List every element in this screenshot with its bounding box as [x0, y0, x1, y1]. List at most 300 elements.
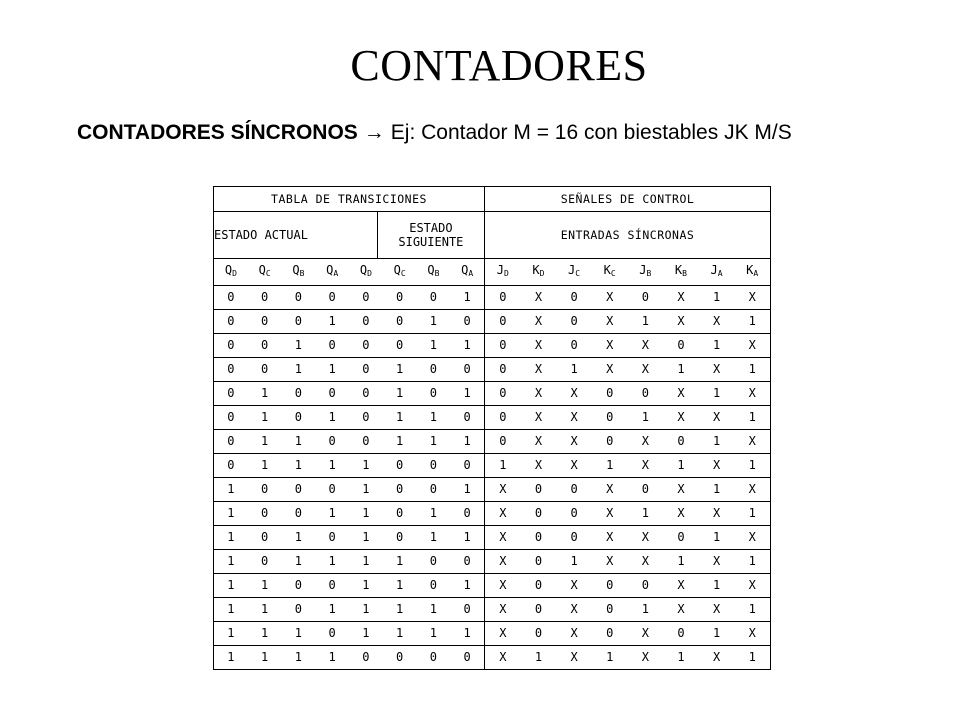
table-cell: 0 [463, 362, 471, 376]
state-cells [214, 574, 485, 598]
table-cell: X [499, 530, 507, 544]
table-cell: 0 [261, 482, 269, 496]
table-cell: X [677, 410, 685, 424]
table-cell: X [641, 362, 649, 376]
table-cell: X [570, 626, 578, 640]
table-cell: 0 [429, 386, 437, 400]
table-cell: X [677, 578, 685, 592]
table-header-row [214, 187, 771, 212]
table-cell: 1 [429, 434, 437, 448]
column-label: $K_C$ [603, 263, 616, 278]
column-label: $Q_C$ [258, 263, 271, 278]
table-cell: 1 [362, 578, 370, 592]
table-cell: 0 [570, 530, 578, 544]
table-cell: 1 [429, 506, 437, 520]
table-cell: 1 [396, 554, 404, 568]
table-cell: 1 [463, 578, 471, 592]
table-row [214, 334, 771, 358]
table-cell: 1 [294, 434, 302, 448]
table-cell: 1 [606, 458, 614, 472]
table-cell: 1 [261, 458, 269, 472]
table-row [214, 382, 771, 406]
table-cell: 1 [712, 626, 721, 640]
table-cell: 0 [534, 554, 543, 568]
column-labels-right [485, 259, 771, 286]
table-row [214, 598, 771, 622]
table-cell: X [641, 338, 649, 352]
table-cell: 0 [499, 338, 507, 352]
table-cell: 1 [227, 554, 235, 568]
table-cell: 1 [328, 362, 336, 376]
table-cell: X [641, 650, 649, 664]
table-cell: 1 [748, 410, 756, 424]
column-label: $Q_B$ [292, 263, 305, 278]
table-cell: 0 [396, 530, 404, 544]
table-cell: 1 [227, 506, 235, 520]
column-label: $Q_D$ [224, 263, 237, 278]
subtitle-bold: CONTADORES SÍNCRONOS [77, 121, 358, 144]
table-cell: 1 [261, 386, 269, 400]
table-cell: X [606, 530, 614, 544]
state-cells [214, 526, 485, 550]
table-cell: X [499, 650, 507, 664]
table-subheader-row [214, 212, 771, 259]
table-cell: 0 [328, 530, 336, 544]
table-cell: 1 [463, 434, 471, 448]
table-cell: 0 [227, 338, 235, 352]
table-cell: 0 [429, 482, 437, 496]
table-cell: 0 [463, 458, 471, 472]
table-cell: X [712, 362, 721, 376]
table-cell: X [677, 602, 685, 616]
table-cell: 1 [227, 482, 235, 496]
column-label: $J_D$ [496, 263, 509, 278]
transition-table-container [213, 186, 771, 670]
table-cell: X [677, 482, 685, 496]
table-cell: 1 [463, 338, 471, 352]
arrow-icon: → [363, 121, 385, 144]
table-cell: 0 [606, 434, 614, 448]
header-entradas-sincronas: ENTRADAS SÍNCRONAS [485, 212, 771, 259]
control-cells [485, 406, 771, 430]
subtitle [77, 121, 917, 145]
table-cell: 1 [261, 578, 269, 592]
table-cell: 0 [463, 602, 471, 616]
state-cells [214, 358, 485, 382]
table-cell: 1 [712, 482, 721, 496]
table-cell: 0 [396, 482, 404, 496]
table-cell: X [534, 458, 543, 472]
table-cell: 1 [429, 314, 437, 328]
table-cell: 1 [463, 626, 471, 640]
table-cell: 0 [227, 386, 235, 400]
table-cell: 1 [396, 602, 404, 616]
control-cells [485, 358, 771, 382]
column-label: $Q_C$ [393, 263, 406, 278]
table-row [214, 526, 771, 550]
table-cell: 0 [261, 362, 269, 376]
table-cell: 1 [396, 410, 404, 424]
table-cell: 1 [429, 626, 437, 640]
table-cell: 1 [677, 650, 685, 664]
state-cells [214, 334, 485, 358]
table-cell: 0 [677, 338, 685, 352]
table-cell: 1 [396, 626, 404, 640]
table-cell: 0 [429, 578, 437, 592]
table-cell: 1 [227, 626, 235, 640]
table-cell: 0 [499, 410, 507, 424]
table-cell: 0 [328, 578, 336, 592]
table-cell: 1 [294, 650, 302, 664]
table-cell: 0 [534, 506, 543, 520]
table-cell: 1 [463, 530, 471, 544]
table-cell: X [677, 290, 685, 304]
table-row [214, 454, 771, 478]
table-cell: 1 [396, 362, 404, 376]
table-cell: 1 [429, 410, 437, 424]
table-cell: 0 [362, 290, 370, 304]
table-cell: 0 [463, 554, 471, 568]
table-cell: 0 [396, 650, 404, 664]
table-cell: 0 [570, 482, 578, 496]
table-cell: 1 [362, 554, 370, 568]
table-cell: 0 [261, 314, 269, 328]
table-cell: 1 [362, 530, 370, 544]
table-cell: 0 [328, 626, 336, 640]
table-cell: X [712, 506, 721, 520]
table-cell: X [606, 362, 614, 376]
control-cells [485, 454, 771, 478]
table-cell: 1 [328, 506, 336, 520]
table-cell: 1 [712, 530, 721, 544]
table-cell: X [534, 410, 543, 424]
table-cell: 0 [570, 290, 578, 304]
table-cell: 1 [641, 410, 649, 424]
table-cell: 0 [328, 290, 336, 304]
table-cell: 1 [429, 602, 437, 616]
table-cell: 1 [641, 506, 649, 520]
table-cell: X [677, 314, 685, 328]
table-cell: 1 [227, 578, 235, 592]
state-cells [214, 406, 485, 430]
table-cell: X [570, 458, 578, 472]
control-cells [485, 334, 771, 358]
table-cell: 0 [227, 362, 235, 376]
table-cell: 1 [748, 602, 756, 616]
table-cell: 1 [712, 434, 721, 448]
table-cell: 1 [748, 650, 756, 664]
table-cell: X [499, 554, 507, 568]
table-cell: X [570, 386, 578, 400]
subtitle-text: Ej: Contador M = 16 con biestables JK M/S [390, 121, 792, 144]
table-row [214, 550, 771, 574]
table-cell: 1 [396, 578, 404, 592]
column-label: $Q_A$ [326, 263, 339, 278]
table-cell: 1 [570, 362, 578, 376]
table-cell: 0 [570, 338, 578, 352]
page-title: CONTADORES [350, 41, 648, 90]
header-estado-siguiente-line2: SIGUIENTE [398, 235, 464, 249]
table-row [214, 574, 771, 598]
estado-header-cell [214, 212, 485, 259]
table-cell: 0 [396, 338, 404, 352]
table-cell: 1 [712, 386, 721, 400]
table-cell: 1 [362, 626, 370, 640]
table-cell: X [641, 434, 649, 448]
table-cell: X [606, 554, 614, 568]
table-row [214, 646, 771, 670]
table-cell: 1 [261, 626, 269, 640]
table-cell: 1 [641, 314, 649, 328]
table-cell: X [534, 314, 543, 328]
table-cell: X [748, 578, 756, 592]
table-cell: 0 [606, 578, 614, 592]
header-estado-siguiente [377, 212, 484, 258]
transition-table [213, 186, 771, 670]
table-cell: 1 [499, 458, 507, 472]
table-cell: X [534, 434, 543, 448]
table-row [214, 358, 771, 382]
table-cell: 0 [328, 338, 336, 352]
table-cell: 0 [294, 578, 302, 592]
table-cell: 1 [261, 650, 269, 664]
table-cell: 0 [641, 386, 649, 400]
table-cell: 0 [294, 410, 302, 424]
table-cell: X [499, 626, 507, 640]
table-cell: 0 [362, 362, 370, 376]
state-cells [214, 430, 485, 454]
table-cell: 0 [463, 314, 471, 328]
control-cells [485, 526, 771, 550]
table-cell: 0 [362, 434, 370, 448]
table-cell: 1 [534, 650, 543, 664]
table-cell: 0 [396, 458, 404, 472]
table-cell: X [606, 314, 614, 328]
table-cell: 0 [261, 506, 269, 520]
table-cell: X [499, 578, 507, 592]
state-cells [214, 550, 485, 574]
table-cell: 0 [294, 290, 302, 304]
table-cell: 0 [362, 650, 370, 664]
table-row [214, 430, 771, 454]
table-cell: X [712, 650, 721, 664]
table-cell: 0 [227, 410, 235, 424]
column-labels-left [214, 259, 485, 286]
table-cell: X [499, 482, 507, 496]
table-cell: 0 [429, 554, 437, 568]
state-cells [214, 598, 485, 622]
column-label: $Q_A$ [461, 263, 474, 278]
header-tabla-transiciones: TABLA DE TRANSICIONES [214, 187, 485, 212]
table-cell: 0 [463, 410, 471, 424]
table-cell: 0 [641, 290, 649, 304]
table-cell: X [677, 506, 685, 520]
control-cells [485, 598, 771, 622]
table-cell: 0 [429, 290, 437, 304]
table-cell: 1 [362, 506, 370, 520]
table-cell: 0 [429, 362, 437, 376]
table-cell: 0 [499, 290, 507, 304]
state-cells [214, 454, 485, 478]
table-cell: X [534, 362, 543, 376]
table-cell: 0 [227, 434, 235, 448]
table-cell: 0 [227, 458, 235, 472]
table-cell: 0 [677, 434, 685, 448]
table-row [214, 286, 771, 310]
table-cell: 0 [499, 386, 507, 400]
table-cell: 0 [261, 290, 269, 304]
table-cell: X [677, 386, 685, 400]
table-cell: 1 [362, 602, 370, 616]
control-cells [485, 622, 771, 646]
table-cell: 0 [677, 530, 685, 544]
table-cell: 0 [328, 386, 336, 400]
table-cell: 1 [294, 362, 302, 376]
table-cell: X [641, 626, 649, 640]
table-cell: X [641, 458, 649, 472]
table-cell: X [641, 530, 649, 544]
table-cell: X [570, 578, 578, 592]
table-cell: 0 [534, 578, 543, 592]
column-label: $K_D$ [532, 263, 545, 278]
control-cells [485, 646, 771, 670]
table-cell: 1 [606, 650, 614, 664]
table-cell: 1 [294, 530, 302, 544]
table-cell: 1 [328, 314, 336, 328]
table-cell: 0 [294, 602, 302, 616]
table-cell: X [606, 482, 614, 496]
table-cell: 1 [463, 482, 471, 496]
table-cell: 1 [328, 458, 336, 472]
table-cell: X [499, 602, 507, 616]
table-cell: X [534, 290, 543, 304]
table-cell: 0 [328, 434, 336, 448]
control-cells [485, 550, 771, 574]
table-cell: 1 [261, 602, 269, 616]
table-cell: 0 [362, 314, 370, 328]
table-cell: 0 [641, 482, 649, 496]
table-cell: X [712, 410, 721, 424]
column-label: $J_C$ [568, 263, 581, 278]
control-cells [485, 478, 771, 502]
table-cell: 0 [499, 362, 507, 376]
table-cell: 0 [606, 386, 614, 400]
table-cell: X [606, 290, 614, 304]
table-cell: 1 [748, 554, 756, 568]
table-cell: 1 [748, 314, 756, 328]
header-estado-siguiente-line1: ESTADO [409, 221, 453, 235]
table-row [214, 478, 771, 502]
column-label: $Q_D$ [359, 263, 372, 278]
table-cell: 1 [396, 386, 404, 400]
table-cell: 1 [712, 578, 721, 592]
table-cell: 1 [294, 458, 302, 472]
table-cell: X [712, 554, 721, 568]
table-cell: X [712, 602, 721, 616]
table-cell: 1 [227, 530, 235, 544]
table-cell: 1 [712, 290, 721, 304]
table-cell: 0 [534, 602, 543, 616]
control-cells [485, 574, 771, 598]
table-cell: 0 [362, 338, 370, 352]
state-cells [214, 646, 485, 670]
table-cell: 1 [748, 362, 756, 376]
column-label: $J_B$ [639, 263, 652, 278]
table-cell: 0 [396, 506, 404, 520]
table-cell: X [606, 338, 614, 352]
table-cell: 0 [606, 602, 614, 616]
column-label: $Q_B$ [427, 263, 440, 278]
column-labels-row [214, 259, 771, 286]
column-label: $J_A$ [710, 263, 723, 278]
state-cells [214, 382, 485, 406]
table-cell: X [570, 650, 578, 664]
table-cell: 1 [328, 602, 336, 616]
table-cell: 0 [227, 314, 235, 328]
table-cell: 0 [677, 626, 685, 640]
table-cell: X [748, 434, 756, 448]
table-cell: 0 [570, 506, 578, 520]
table-cell: 0 [499, 434, 507, 448]
table-cell: 0 [463, 650, 471, 664]
state-cells [214, 478, 485, 502]
table-cell: 1 [294, 338, 302, 352]
table-cell: 1 [362, 458, 370, 472]
table-cell: 1 [362, 482, 370, 496]
table-cell: 0 [294, 482, 302, 496]
table-cell: X [748, 530, 756, 544]
table-cell: 0 [534, 530, 543, 544]
control-cells [485, 430, 771, 454]
table-cell: 0 [499, 314, 507, 328]
table-cell: 0 [261, 530, 269, 544]
table-cell: 1 [748, 458, 756, 472]
table-cell: 1 [227, 650, 235, 664]
state-cells [214, 502, 485, 526]
table-cell: 1 [748, 506, 756, 520]
control-cells [485, 286, 771, 310]
table-row [214, 622, 771, 646]
table-cell: 0 [294, 386, 302, 400]
table-cell: 1 [261, 434, 269, 448]
table-cell: 1 [328, 554, 336, 568]
table-cell: 0 [294, 314, 302, 328]
table-cell: 0 [362, 386, 370, 400]
table-cell: 1 [429, 338, 437, 352]
table-cell: 1 [677, 554, 685, 568]
state-cells [214, 310, 485, 334]
table-cell: 0 [261, 554, 269, 568]
table-cell: 1 [328, 410, 336, 424]
table-cell: 0 [534, 626, 543, 640]
table-cell: X [712, 314, 721, 328]
table-cell: 1 [677, 458, 685, 472]
table-cell: 0 [396, 290, 404, 304]
table-cell: 0 [463, 506, 471, 520]
table-cell: X [499, 506, 507, 520]
table-cell: 1 [328, 650, 336, 664]
table-cell: X [570, 434, 578, 448]
table-row [214, 310, 771, 334]
table-cell: 0 [328, 482, 336, 496]
table-cell: X [748, 290, 756, 304]
column-label: $K_A$ [746, 263, 759, 278]
table-cell: X [712, 458, 721, 472]
table-cell: 0 [429, 458, 437, 472]
table-cell: 1 [570, 554, 578, 568]
table-cell: 0 [429, 650, 437, 664]
state-cells [214, 286, 485, 310]
